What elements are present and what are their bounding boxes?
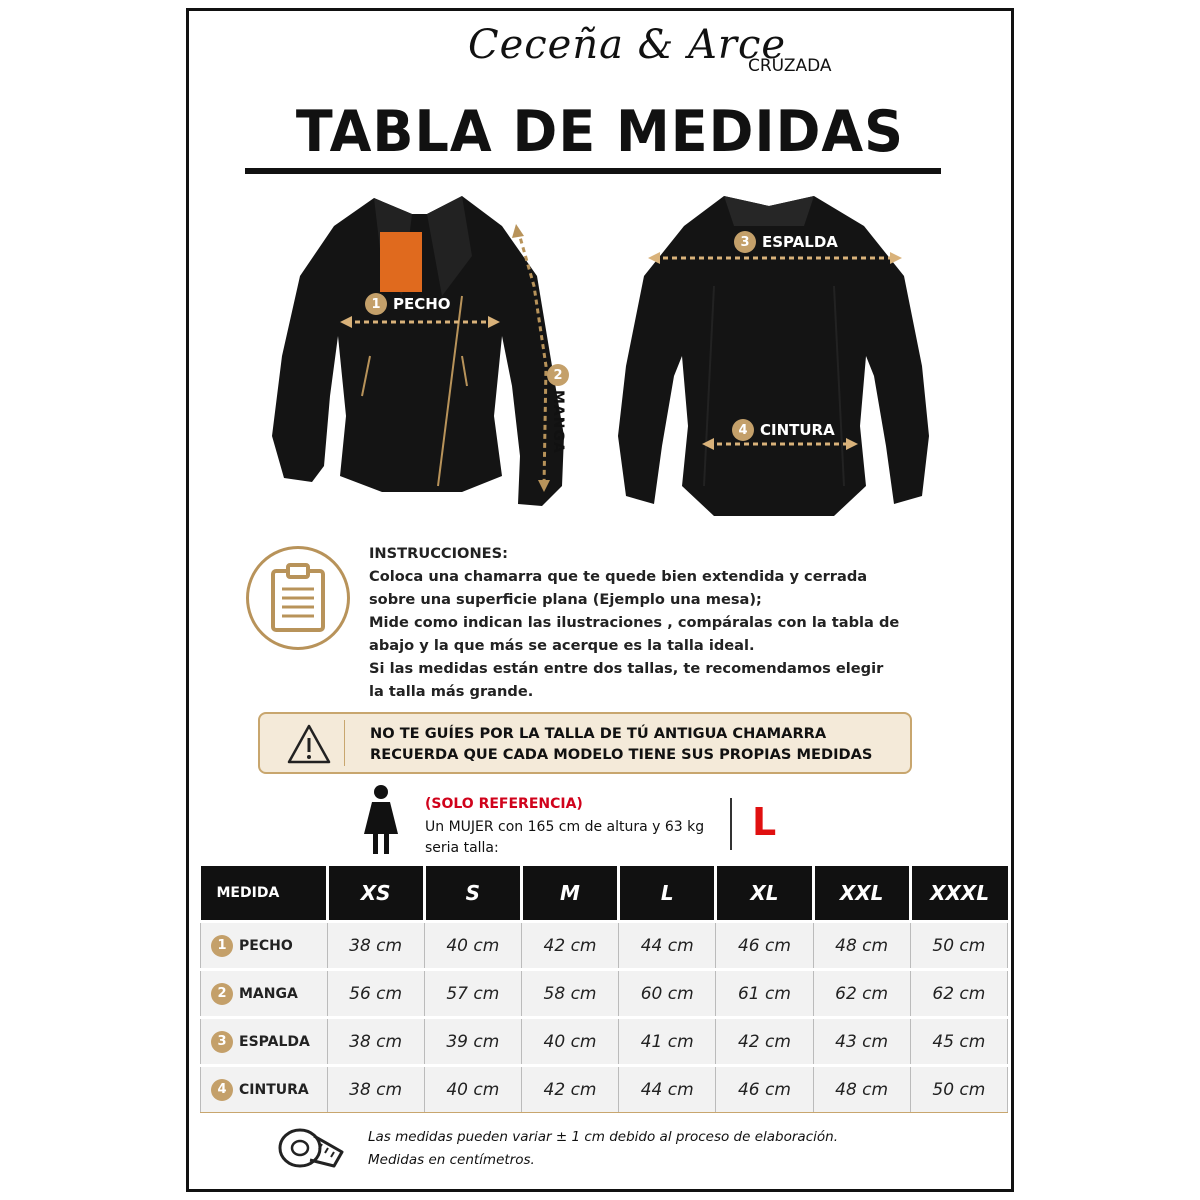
instructions-line: abajo y la que más se acerque es la talla ideal. bbox=[369, 637, 755, 654]
table-cell: 48 cm bbox=[813, 922, 910, 970]
table-cell: 46 cm bbox=[716, 1066, 813, 1113]
table-cell: 41 cm bbox=[619, 1018, 716, 1066]
manga-number-badge: 2 bbox=[547, 364, 569, 386]
espalda-label-text: ESPALDA bbox=[762, 233, 838, 251]
cintura-label bbox=[732, 419, 835, 441]
table-header-size: L bbox=[619, 866, 716, 922]
warning-banner bbox=[258, 712, 912, 774]
row-label-text: CINTURA bbox=[239, 1081, 309, 1098]
reference-size: L bbox=[752, 800, 777, 844]
manga-label bbox=[547, 364, 569, 454]
page-title: TABLA DE MEDIDAS bbox=[295, 98, 905, 165]
espalda-label bbox=[734, 231, 838, 253]
table-cell: 50 cm bbox=[910, 922, 1007, 970]
footer-note bbox=[368, 1126, 838, 1172]
instructions-heading: INSTRUCCIONES: bbox=[369, 545, 508, 562]
size-table bbox=[200, 866, 1008, 1113]
table-cell: 42 cm bbox=[521, 922, 618, 970]
reference-line: seria talla: bbox=[425, 840, 499, 856]
table-cell: 45 cm bbox=[910, 1018, 1007, 1066]
table-cell: 46 cm bbox=[716, 922, 813, 970]
table-row bbox=[201, 1018, 1008, 1066]
reference-text bbox=[425, 817, 725, 859]
row-number-badge: 2 bbox=[211, 983, 233, 1005]
table-header-size: XL bbox=[716, 866, 813, 922]
table-header-size: XXL bbox=[813, 866, 910, 922]
row-label-text: ESPALDA bbox=[239, 1033, 310, 1050]
cintura-label-text: CINTURA bbox=[760, 421, 835, 439]
table-cell: 62 cm bbox=[910, 970, 1007, 1018]
table-cell: 42 cm bbox=[716, 1018, 813, 1066]
warning-line: NO TE GUÍES POR LA TALLA DE TÚ ANTIGUA CHAMARRA bbox=[370, 725, 827, 742]
table-row bbox=[201, 970, 1008, 1018]
table-header-size: S bbox=[424, 866, 521, 922]
row-number-badge: 3 bbox=[211, 1031, 233, 1053]
table-cell: 38 cm bbox=[327, 1018, 424, 1066]
table-cell: 39 cm bbox=[424, 1018, 521, 1066]
table-cell: 61 cm bbox=[716, 970, 813, 1018]
instructions-line: la talla más grande. bbox=[369, 683, 534, 700]
warning-divider bbox=[344, 720, 345, 766]
row-number-badge: 4 bbox=[211, 1079, 233, 1101]
table-cell: 48 cm bbox=[813, 1066, 910, 1113]
warning-line: RECUERDA QUE CADA MODELO TIENE SUS PROPIAS MEDIDAS bbox=[370, 746, 873, 763]
row-number-badge: 1 bbox=[211, 935, 233, 957]
table-cell: 58 cm bbox=[521, 970, 618, 1018]
table-cell: 44 cm bbox=[619, 1066, 716, 1113]
instructions-line: Mide como indican las ilustraciones , compáralas con la tabla de bbox=[369, 614, 900, 631]
manga-label-text: MANGA bbox=[550, 390, 566, 454]
cintura-number-badge: 4 bbox=[732, 419, 754, 441]
row-label bbox=[201, 970, 328, 1018]
front-jacket-illustration bbox=[262, 186, 582, 516]
row-label bbox=[201, 922, 328, 970]
reference-line: Un MUJER con 165 cm de altura y 63 kg bbox=[425, 819, 705, 835]
table-cell: 40 cm bbox=[424, 1066, 521, 1113]
table-cell: 38 cm bbox=[327, 1066, 424, 1113]
table-row bbox=[201, 1066, 1008, 1113]
table-header-size: M bbox=[521, 866, 618, 922]
espalda-number-badge: 3 bbox=[734, 231, 756, 253]
footer-line: Las medidas pueden variar ± 1 cm debido al proceso de elaboración. bbox=[368, 1129, 838, 1145]
brand-logo: Ceceña & Arce bbox=[468, 22, 787, 68]
table-cell: 40 cm bbox=[424, 922, 521, 970]
table-header-size: XS bbox=[327, 866, 424, 922]
pecho-number-badge: 1 bbox=[365, 293, 387, 315]
table-header-row bbox=[201, 866, 1008, 922]
table-cell: 60 cm bbox=[619, 970, 716, 1018]
instructions-line: Si las medidas están entre dos tallas, te recomendamos elegir bbox=[369, 660, 884, 677]
title-underline bbox=[245, 168, 941, 174]
table-cell: 56 cm bbox=[327, 970, 424, 1018]
pecho-label bbox=[365, 293, 451, 315]
footer-line: Medidas en centímetros. bbox=[368, 1152, 535, 1168]
reference-title: (SOLO REFERENCIA) bbox=[425, 796, 583, 812]
reference-divider bbox=[730, 798, 732, 850]
woman-icon bbox=[362, 784, 400, 856]
table-cell: 57 cm bbox=[424, 970, 521, 1018]
table-cell: 44 cm bbox=[619, 922, 716, 970]
row-label-text: PECHO bbox=[239, 937, 293, 954]
table-header-size: XXXL bbox=[910, 866, 1007, 922]
pecho-label-text: PECHO bbox=[393, 295, 451, 313]
instructions-block bbox=[369, 542, 909, 703]
table-cell: 40 cm bbox=[521, 1018, 618, 1066]
table-cell: 62 cm bbox=[813, 970, 910, 1018]
table-cell: 43 cm bbox=[813, 1018, 910, 1066]
model-name: CRUZADA bbox=[748, 56, 832, 76]
measuring-tape-icon bbox=[276, 1122, 346, 1172]
table-header-medida: MEDIDA bbox=[201, 866, 328, 922]
table-cell: 42 cm bbox=[521, 1066, 618, 1113]
row-label-text: MANGA bbox=[239, 985, 298, 1002]
table-row bbox=[201, 922, 1008, 970]
warning-triangle-icon bbox=[286, 722, 332, 766]
row-label bbox=[201, 1066, 328, 1113]
warning-text bbox=[370, 723, 872, 765]
table-cell: 38 cm bbox=[327, 922, 424, 970]
instructions-line: Coloca una chamarra que te quede bien extendida y cerrada bbox=[369, 568, 868, 585]
clipboard-icon bbox=[246, 546, 350, 650]
table-cell: 50 cm bbox=[910, 1066, 1007, 1113]
instructions-line: sobre una superficie plana (Ejemplo una mesa); bbox=[369, 591, 762, 608]
row-label bbox=[201, 1018, 328, 1066]
